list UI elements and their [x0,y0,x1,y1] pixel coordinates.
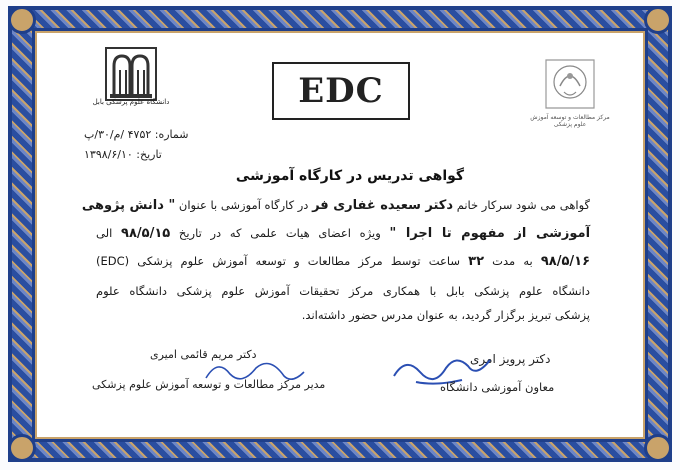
edc-badge [272,62,410,120]
corner-ornament [644,434,672,462]
right-logo-caption: مرکز مطالعات و توسعه آموزش علوم پزشکی [530,114,610,128]
corner-ornament [644,6,672,34]
start-date: ۹۸/۵/۱۵ [121,226,171,241]
end-date: ۹۸/۵/۱۶ [540,254,591,269]
body-line-1 [81,198,590,213]
body-text: گواهی می شود سرکار خانم [456,198,590,212]
body-text: به مدت [492,254,533,268]
left-logo-caption: دانشگاه علوم پزشکی بابل [92,98,170,106]
body-line-5: پزشکی تبریز برگزار گردید، به عنوان مدرس حضور داشته‌اند. [301,308,590,322]
instructor-name: دکتر سعیده غفاری فر [312,198,454,213]
body-text: ویژه اعضای هیات علمی که در تاریخ [178,226,381,240]
workshop-topic: " دانش پژوهی [81,198,176,213]
body-line-3 [96,254,590,269]
letter-number: شماره: ۴۷۵۲ /م/۳۰/پ [84,128,189,141]
body-text: در کارگاه آموزشی با عنوان [178,198,309,212]
body-text: الی [96,226,113,240]
body-line-4: دانشگاه علوم پزشکی بابل با همکاری مرکز تحقیقات آموزش علوم پزشکی دانشگاه علوم [96,284,590,298]
edc-badge-text: EDC [298,71,384,111]
body-line-2 [96,226,590,241]
letter-date: تاریخ: ۱۳۹۸/۶/۱۰ [84,148,162,161]
vice-chancellor-title: معاون آموزشی دانشگاه [440,380,555,394]
director-title: مدیر مرکز مطالعات و توسعه آموزش علوم پزشکی [92,378,326,391]
director-name: دکتر مریم قائمی امیری [150,348,257,361]
edc-logo [538,52,602,116]
duration-hours: ۳۲ [468,254,485,269]
body-text: ساعت توسط مرکز مطالعات و توسعه آموزش علوم پزشکی (EDC) [96,254,460,268]
workshop-topic: آموزشی از مفهوم تا اجرا " [389,226,591,241]
certificate-title: گواهی تدریس در کارگاه آموزشی [235,168,465,184]
vice-chancellor-name: دکتر پرویز امری [470,352,551,366]
